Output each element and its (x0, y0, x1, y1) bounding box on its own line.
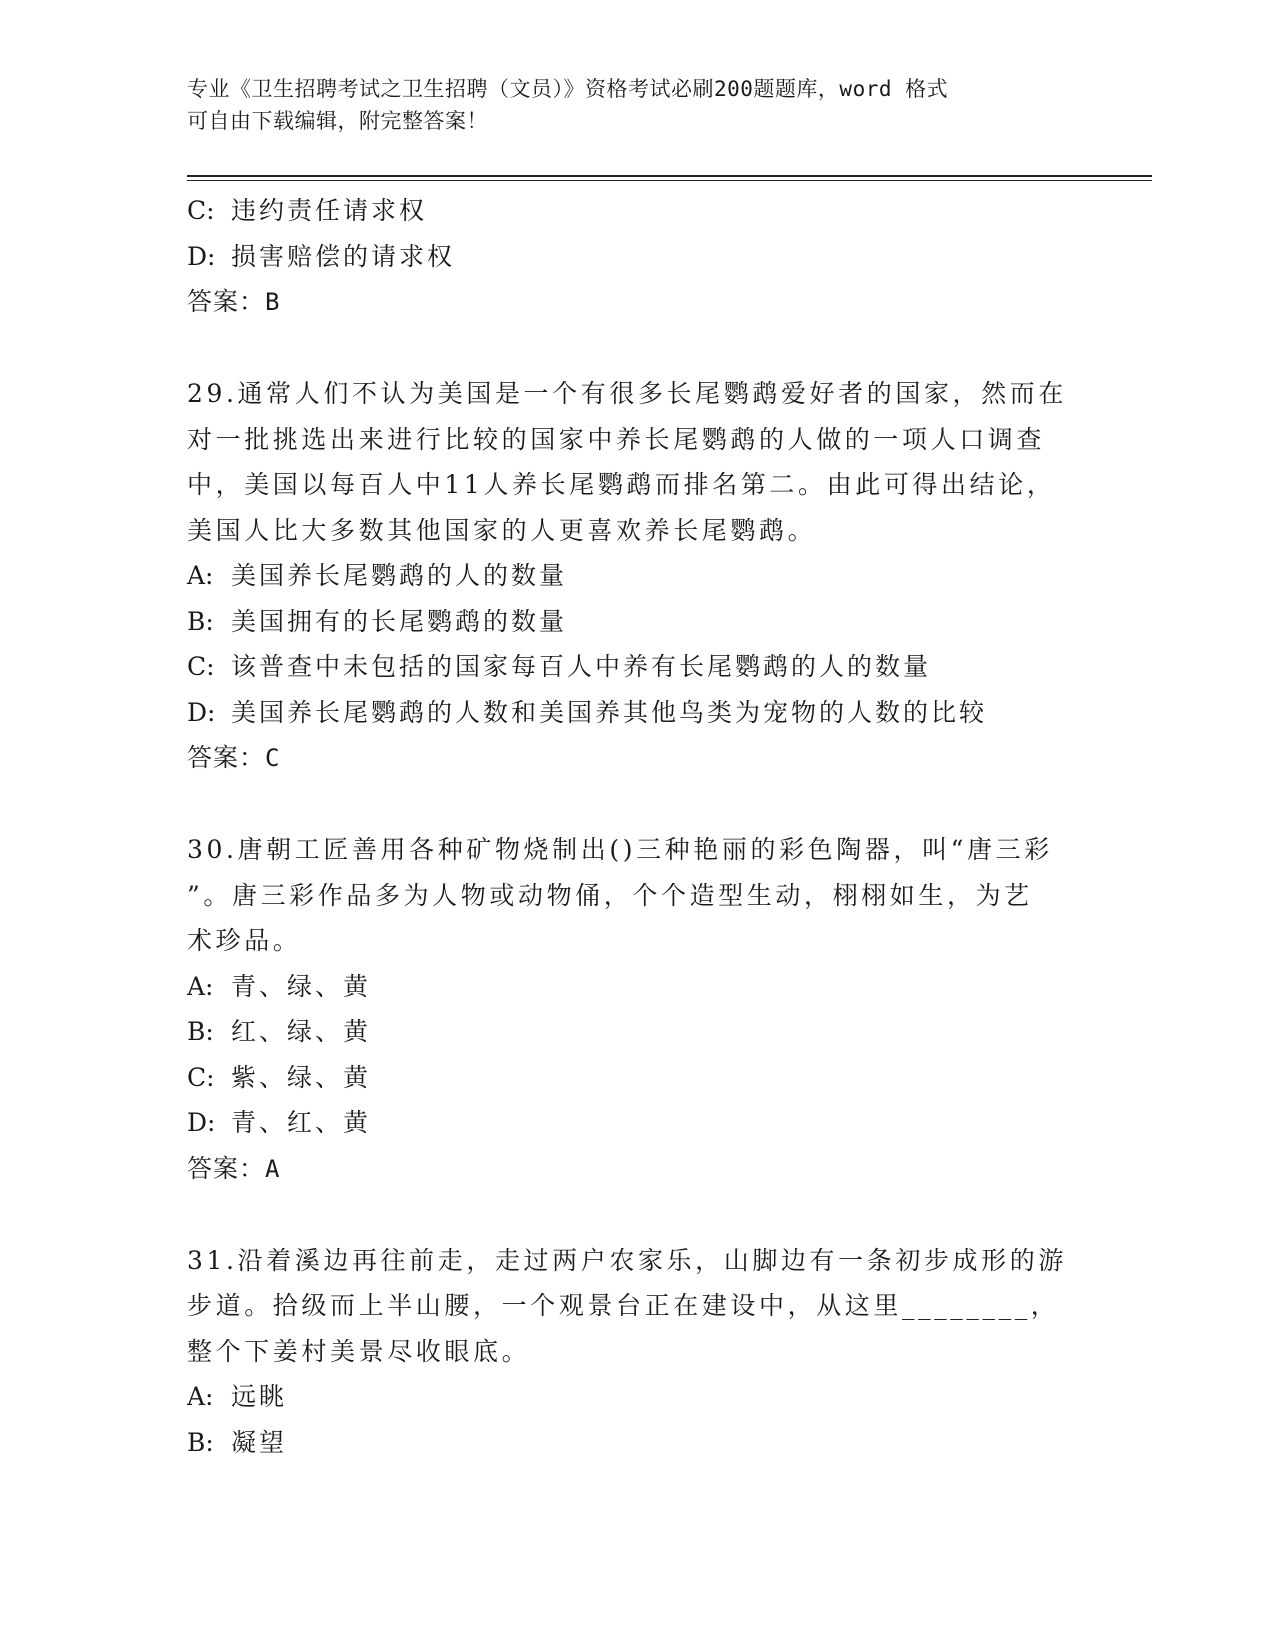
option-letter: A: (187, 1382, 214, 1411)
header-rule-thin (187, 180, 1152, 181)
option-letter: D: (187, 697, 216, 727)
question-stem-line: 整个下姜村美景尽收眼底。 (187, 1336, 531, 1366)
option-text: 美国养长尾鹦鹉的人数和美国养其他鸟类为宠物的人数的比较 (231, 697, 988, 727)
question-29 (187, 371, 1067, 782)
header-line-1: 专业《卫生招聘考试之卫生招聘（文员）》资格考试必刷200题题库，word 格式 (187, 77, 949, 101)
option-a (187, 964, 1067, 1010)
option-text: 违约责任请求权 (231, 196, 428, 225)
question-stem-line: 31.沿着溪边再往前走，走过两户农家乐，山脚边有一条初步成形的游 (187, 1245, 1067, 1275)
option-letter: C: (187, 196, 215, 225)
question-stem-line: 29.通常人们不认为美国是一个有很多长尾鹦鹉爱好者的国家，然而在 (187, 379, 1067, 408)
question-content (187, 188, 1067, 1465)
option-letter: D: (187, 1108, 216, 1137)
option-letter: C: (187, 652, 215, 681)
answer-line (187, 1146, 1067, 1193)
option-letter: B: (187, 1427, 214, 1457)
answer-value: B (265, 288, 283, 316)
option-text: 青、红、黄 (231, 1108, 372, 1137)
option-letter: D: (187, 241, 216, 271)
option-letter: B: (187, 606, 214, 636)
answer-value: A (265, 1154, 283, 1183)
option-d (187, 690, 1067, 736)
answer-label: 答案： (187, 743, 266, 772)
answer-label: 答案： (187, 287, 266, 316)
option-d (187, 1100, 1067, 1146)
option-c (187, 1055, 1067, 1101)
question-stem-line: 美国人比大多数其他国家的人更喜欢养长尾鹦鹉。 (187, 515, 817, 545)
header-line-2: 可自由下载编辑，附完整答案！ (187, 109, 488, 133)
option-text: 美国养长尾鹦鹉的人的数量 (231, 561, 568, 590)
option-text: 紫、绿、黄 (231, 1062, 372, 1092)
answer-line (187, 279, 1067, 326)
question-stem-line: 步道。拾级而上半山腰，一个观景台正在建设中，从这里________， (187, 1291, 1060, 1320)
answer-label: 答案： (187, 1153, 266, 1183)
option-letter: B: (187, 1017, 214, 1046)
question-stem-line: 术珍品。 (187, 926, 302, 955)
option-text: 凝望 (231, 1427, 288, 1457)
spacer (187, 782, 1067, 828)
option-letter: C: (187, 1062, 215, 1092)
spacer (187, 1192, 1067, 1238)
option-letter: A: (187, 971, 214, 1001)
option-a (187, 1374, 1067, 1420)
option-b (187, 1420, 1067, 1466)
page-header (187, 73, 1067, 137)
question-stem-line: 对一批挑选出来进行比较的国家中养长尾鹦鹉的人做的一项人口调查 (187, 424, 1046, 454)
option-text: 损害赔偿的请求权 (231, 241, 456, 271)
option-a (187, 553, 1067, 599)
option-letter: A: (187, 561, 214, 590)
option-text: 美国拥有的长尾鹦鹉的数量 (231, 606, 568, 636)
option-b (187, 599, 1067, 645)
spacer (187, 326, 1067, 372)
option-text: 青、绿、黄 (231, 971, 372, 1001)
option-text: 该普查中未包括的国家每百人中养有长尾鹦鹉的人的数量 (231, 652, 932, 681)
header-rule-thick (187, 175, 1152, 177)
question-stem-line: 中，美国以每百人中11人养长尾鹦鹉而排名第二。由此可得出结论， (187, 470, 1056, 499)
option-c (187, 644, 1067, 690)
question-30 (187, 827, 1067, 1192)
question-31 (187, 1238, 1067, 1466)
question-stem-line: ”。唐三彩作品多为人物或动物俑，个个造型生动，栩栩如生，为艺 (187, 880, 1033, 910)
question-stem-line: 30.唐朝工匠善用各种矿物烧制出()三种艳丽的彩色陶器，叫“唐三彩 (187, 835, 1053, 864)
option-text: 红、绿、黄 (231, 1017, 372, 1046)
option-c (187, 188, 1067, 234)
option-b (187, 1009, 1067, 1055)
answer-value: C (265, 744, 283, 772)
option-text: 远眺 (231, 1382, 288, 1411)
answer-line (187, 735, 1067, 782)
option-d (187, 234, 1067, 280)
